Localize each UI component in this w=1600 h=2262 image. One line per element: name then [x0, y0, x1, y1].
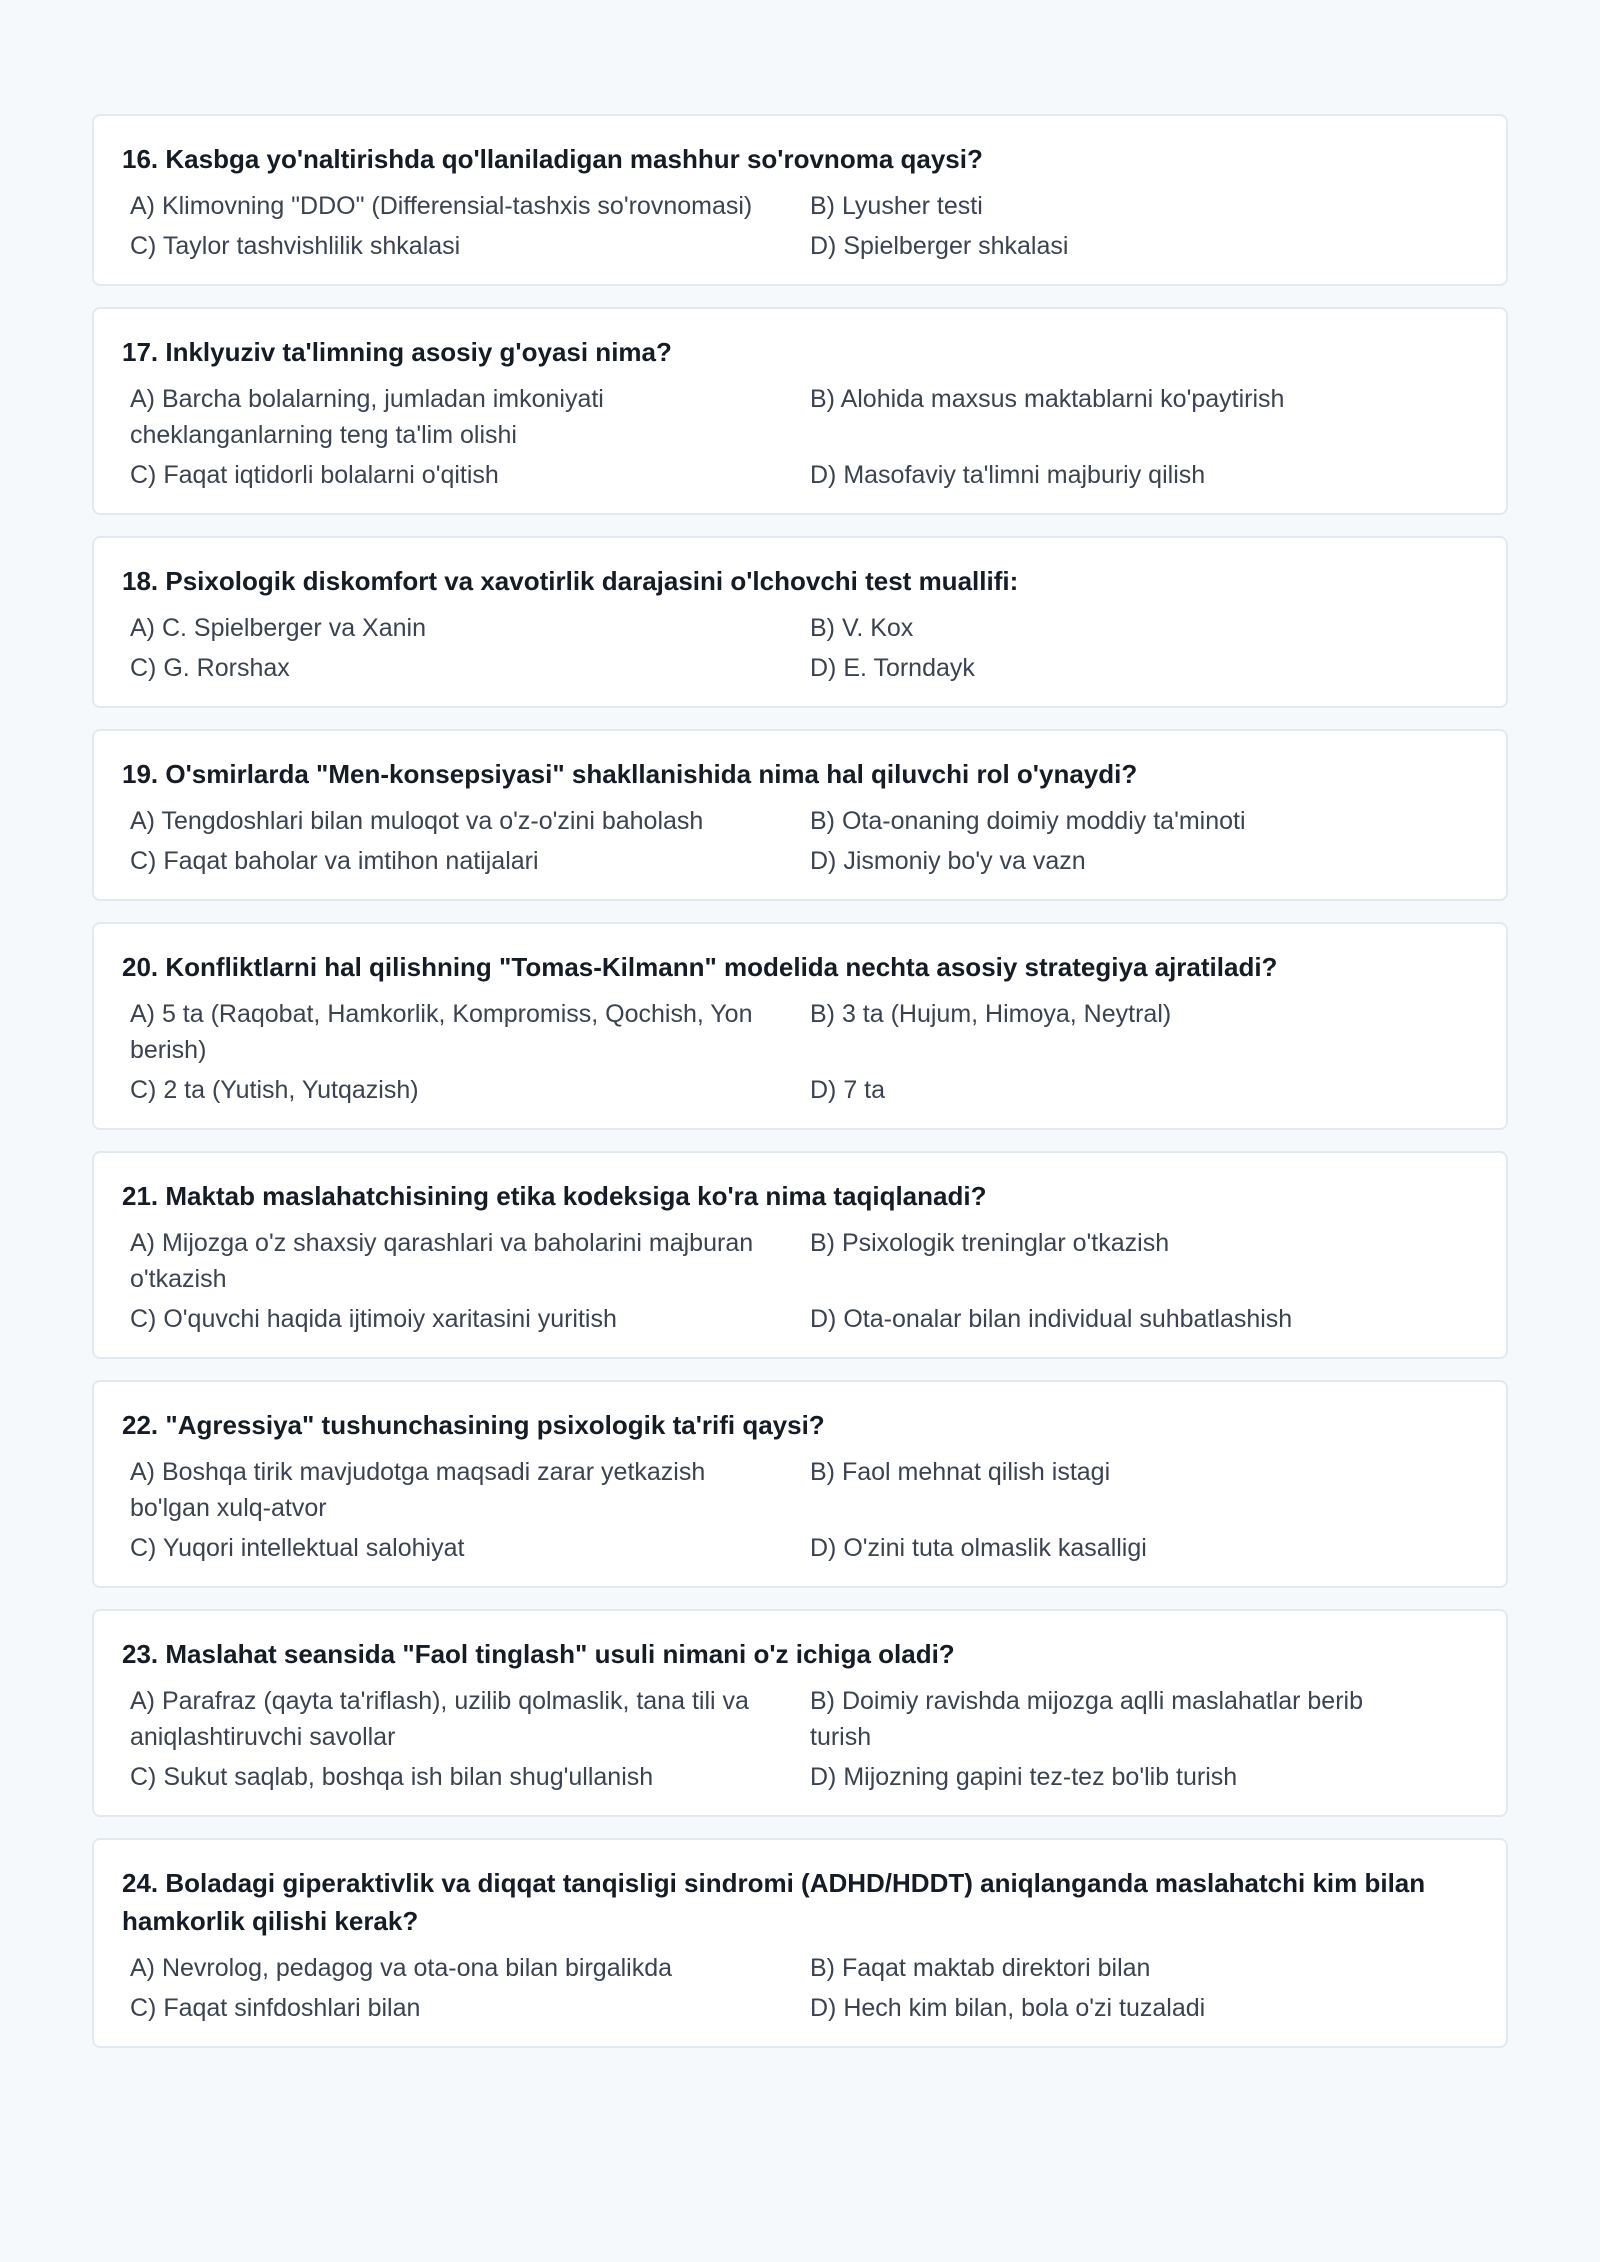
- option-c: C) Faqat sinfdoshlari bilan: [130, 1994, 421, 2022]
- question-card: [92, 922, 1508, 1130]
- option-a: A) Tengdoshlari bilan muloqot va o'z-o'zini baholash: [130, 807, 704, 835]
- question-text: 23. Maslahat seansida "Faol tinglash" usuli nimani o'z ichiga oladi?: [122, 1639, 955, 1669]
- option-c: C) O'quvchi haqida ijtimoiy xaritasini yuritish: [130, 1305, 617, 1333]
- option-a: A) Parafraz (qayta ta'riflash), uzilib qolmaslik, tana tili va aniqlashtiruvchi savollar: [130, 1687, 749, 1751]
- option-c: C) 2 ta (Yutish, Yutqazish): [130, 1076, 419, 1104]
- answer-options: [122, 1950, 1478, 2026]
- option-a: A) Barcha bolalarning, jumladan imkoniyati cheklanganlarning teng ta'lim olishi: [130, 385, 604, 449]
- option-d: D) Jismoniy bo'y va vazn: [810, 847, 1086, 875]
- answer-options: [122, 996, 1478, 1108]
- question-card: [92, 536, 1508, 708]
- option-b: B) 3 ta (Hujum, Himoya, Neytral): [810, 1000, 1172, 1028]
- option-a: A) Boshqa tirik mavjudotga maqsadi zarar yetkazish bo'lgan xulq-atvor: [130, 1458, 706, 1522]
- option-b: B) Faol mehnat qilish istagi: [810, 1458, 1111, 1486]
- option-a: A) Klimovning "DDO" (Differensial-tashxis so'rovnomasi): [130, 192, 753, 220]
- option-c: C) Sukut saqlab, boshqa ish bilan shug'ullanish: [130, 1763, 654, 1791]
- question-card: [92, 114, 1508, 286]
- answer-options: [122, 188, 1478, 264]
- answer-options: [122, 610, 1478, 686]
- option-d: D) Ota-onalar bilan individual suhbatlashish: [810, 1305, 1293, 1333]
- option-a: A) Mijozga o'z shaxsiy qarashlari va baholarini majburan o'tkazish: [130, 1229, 754, 1293]
- question-card: [92, 1151, 1508, 1359]
- option-d: D) Hech kim bilan, bola o'zi tuzaladi: [810, 1994, 1206, 2022]
- question-card: [92, 1380, 1508, 1588]
- question-text: 22. "Agressiya" tushunchasining psixologik ta'rifi qaysi?: [122, 1410, 825, 1440]
- option-c: C) G. Rorshax: [130, 654, 290, 682]
- question-card: [92, 307, 1508, 515]
- question-text: 24. Boladagi giperaktivlik va diqqat tanqisligi sindromi (ADHD/HDDT) aniqlanganda maslahatchi kim bilan hamkorlik qilishi kerak?: [122, 1868, 1426, 1936]
- option-d: D) Spielberger shkalasi: [810, 232, 1069, 260]
- option-b: B) Psixologik treninglar o'tkazish: [810, 1229, 1170, 1257]
- question-text: 21. Maktab maslahatchisining etika kodeksiga ko'ra nima taqiqlanadi?: [122, 1181, 987, 1211]
- question-card: [92, 1838, 1508, 2048]
- answer-options: [122, 381, 1478, 493]
- option-d: D) Masofaviy ta'limni majburiy qilish: [810, 461, 1206, 489]
- answer-options: [122, 1683, 1478, 1795]
- option-d: D) E. Torndayk: [810, 654, 975, 682]
- option-c: C) Yuqori intellektual salohiyat: [130, 1534, 465, 1562]
- option-c: C) Faqat iqtidorli bolalarni o'qitish: [130, 461, 499, 489]
- option-d: D) Mijozning gapini tez-tez bo'lib turish: [810, 1763, 1238, 1791]
- option-d: D) O'zini tuta olmaslik kasalligi: [810, 1534, 1147, 1562]
- option-b: B) Faqat maktab direktori bilan: [810, 1954, 1151, 1982]
- option-b: B) Alohida maxsus maktablarni ko'paytirish: [810, 385, 1285, 413]
- question-text: 20. Konfliktlarni hal qilishning "Tomas-Kilmann" modelida nechta asosiy strategiya ajratiladi?: [122, 952, 1278, 982]
- question-list: [92, 114, 1508, 2069]
- option-d: D) 7 ta: [810, 1076, 886, 1104]
- option-a: A) C. Spielberger va Xanin: [130, 614, 426, 642]
- option-b: B) Doimiy ravishda mijozga aqlli maslahatlar berib turish: [810, 1687, 1363, 1751]
- answer-options: [122, 803, 1478, 879]
- question-text: 18. Psixologik diskomfort va xavotirlik darajasini o'lchovchi test muallifi:: [122, 566, 1019, 596]
- question-card: [92, 729, 1508, 901]
- answer-options: [122, 1225, 1478, 1337]
- option-a: A) Nevrolog, pedagog va ota-ona bilan birgalikda: [130, 1954, 673, 1982]
- option-b: B) Ota-onaning doimiy moddiy ta'minoti: [810, 807, 1246, 835]
- option-c: C) Faqat baholar va imtihon natijalari: [130, 847, 539, 875]
- option-a: A) 5 ta (Raqobat, Hamkorlik, Kompromiss, Qochish, Yon berish): [130, 1000, 753, 1064]
- question-text: 17. Inklyuziv ta'limning asosiy g'oyasi nima?: [122, 337, 672, 367]
- answer-options: [122, 1454, 1478, 1566]
- option-b: B) Lyusher testi: [810, 192, 983, 220]
- question-text: 19. O'smirlarda "Men-konsepsiyasi" shakllanishida nima hal qiluvchi rol o'ynaydi?: [122, 759, 1138, 789]
- option-b: B) V. Kox: [810, 614, 914, 642]
- option-c: C) Taylor tashvishlilik shkalasi: [130, 232, 461, 260]
- question-text: 16. Kasbga yo'naltirishda qo'llaniladigan mashhur so'rovnoma qaysi?: [122, 144, 983, 174]
- question-card: [92, 1609, 1508, 1817]
